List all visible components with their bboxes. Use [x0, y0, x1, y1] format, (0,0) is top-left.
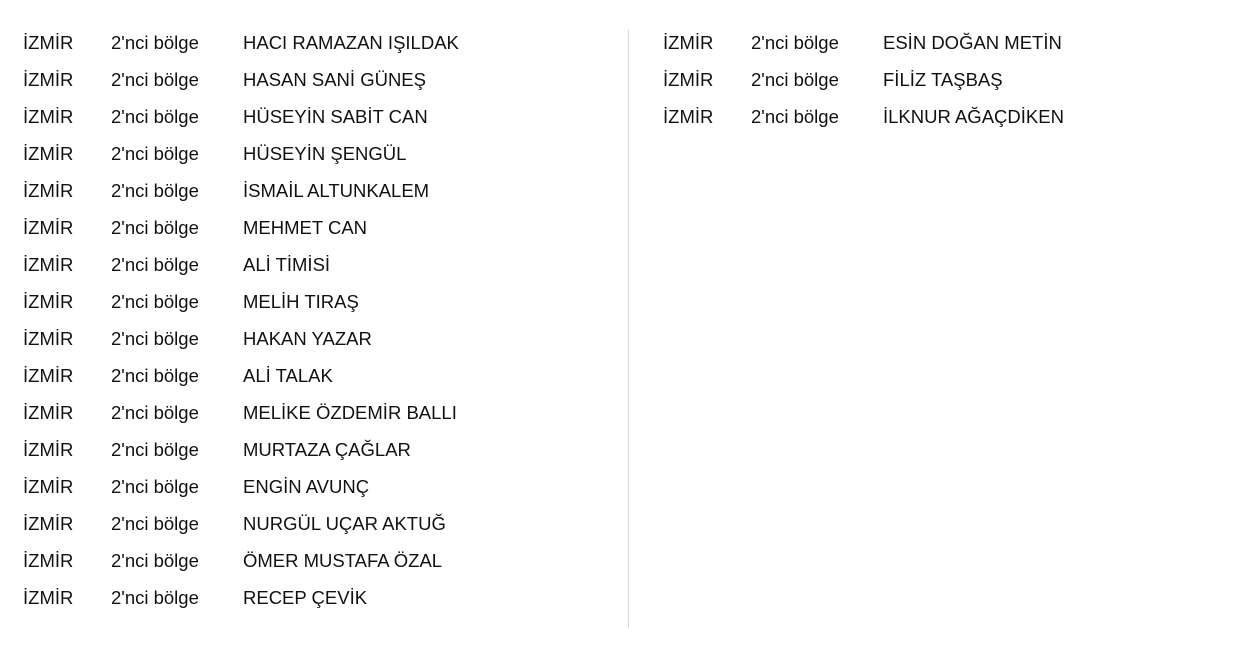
name-cell: HÜSEYİN SABİT CAN — [243, 106, 428, 127]
name-cell: ALİ TALAK — [243, 365, 333, 386]
city-cell: İZMİR — [663, 32, 714, 53]
name-cell: İLKNUR AĞAÇDİKEN — [883, 106, 1064, 127]
region-cell: 2'nci bölge — [111, 439, 199, 460]
left-column — [23, 24, 613, 616]
city-cell: İZMİR — [23, 69, 74, 90]
list-item — [23, 24, 613, 61]
city-cell: İZMİR — [23, 513, 74, 534]
region-cell: 2'nci bölge — [111, 69, 199, 90]
region-cell: 2'nci bölge — [111, 513, 199, 534]
name-cell: HAKAN YAZAR — [243, 328, 372, 349]
region-cell: 2'nci bölge — [111, 106, 199, 127]
region-cell: 2'nci bölge — [111, 217, 199, 238]
city-cell: İZMİR — [23, 180, 74, 201]
list-item — [23, 98, 613, 135]
city-cell: İZMİR — [23, 291, 74, 312]
city-cell: İZMİR — [23, 217, 74, 238]
column-divider — [628, 30, 629, 628]
name-cell: MEHMET CAN — [243, 217, 368, 238]
list-item — [23, 209, 613, 246]
region-cell: 2'nci bölge — [111, 365, 199, 386]
city-cell: İZMİR — [23, 254, 74, 275]
region-cell: 2'nci bölge — [111, 143, 199, 164]
city-cell: İZMİR — [23, 32, 74, 53]
name-cell: HASAN SANİ GÜNEŞ — [243, 69, 426, 90]
list-item — [23, 505, 613, 542]
region-cell: 2'nci bölge — [751, 69, 839, 90]
name-cell: NURGÜL UÇAR AKTUĞ — [243, 513, 446, 534]
city-cell: İZMİR — [23, 143, 74, 164]
list-item — [23, 394, 613, 431]
region-cell: 2'nci bölge — [111, 180, 199, 201]
region-cell: 2'nci bölge — [751, 106, 839, 127]
city-cell: İZMİR — [663, 69, 714, 90]
name-cell: İSMAİL ALTUNKALEM — [243, 180, 430, 201]
name-cell: HACI RAMAZAN IŞILDAK — [243, 32, 459, 53]
city-cell: İZMİR — [23, 365, 74, 386]
name-cell: ÖMER MUSTAFA ÖZAL — [243, 550, 443, 571]
name-cell: HÜSEYİN ŞENGÜL — [243, 143, 407, 164]
region-cell: 2'nci bölge — [111, 291, 199, 312]
list-item — [23, 283, 613, 320]
list-item — [23, 320, 613, 357]
region-cell: 2'nci bölge — [111, 587, 199, 608]
city-cell: İZMİR — [23, 587, 74, 608]
city-cell: İZMİR — [23, 402, 74, 423]
city-cell: İZMİR — [23, 476, 74, 497]
region-cell: 2'nci bölge — [111, 254, 199, 275]
name-cell: MURTAZA ÇAĞLAR — [243, 439, 411, 460]
city-cell: İZMİR — [23, 550, 74, 571]
list-item — [23, 172, 613, 209]
city-cell: İZMİR — [23, 439, 74, 460]
name-cell: RECEP ÇEVİK — [243, 587, 368, 608]
region-cell: 2'nci bölge — [111, 328, 199, 349]
list-item — [663, 61, 1223, 98]
list-item — [23, 468, 613, 505]
list-item — [23, 135, 613, 172]
region-cell: 2'nci bölge — [111, 476, 199, 497]
name-cell: ALİ TİMİSİ — [243, 254, 331, 275]
right-column — [663, 24, 1223, 135]
name-cell: MELİH TIRAŞ — [243, 291, 359, 312]
city-cell: İZMİR — [663, 106, 714, 127]
list-item — [23, 357, 613, 394]
name-cell: ENGİN AVUNÇ — [243, 476, 370, 497]
region-cell: 2'nci bölge — [751, 32, 839, 53]
region-cell: 2'nci bölge — [111, 402, 199, 423]
name-cell: ESİN DOĞAN METİN — [883, 32, 1062, 53]
list-item — [23, 542, 613, 579]
region-cell: 2'nci bölge — [111, 32, 199, 53]
name-cell: MELİKE ÖZDEMİR BALLI — [243, 402, 457, 423]
list-item — [23, 246, 613, 283]
city-cell: İZMİR — [23, 106, 74, 127]
region-cell: 2'nci bölge — [111, 550, 199, 571]
list-item — [23, 579, 613, 616]
list-item — [663, 98, 1223, 135]
list-item — [663, 24, 1223, 61]
list-item — [23, 431, 613, 468]
name-cell: FİLİZ TAŞBAŞ — [883, 69, 1003, 90]
city-cell: İZMİR — [23, 328, 74, 349]
list-item — [23, 61, 613, 98]
